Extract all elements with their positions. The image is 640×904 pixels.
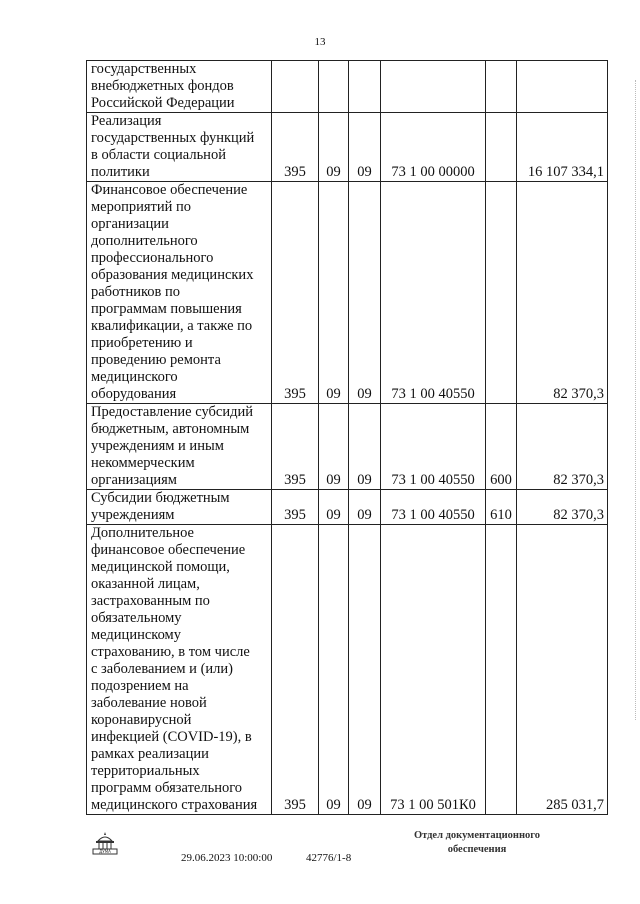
expense-type-cell (486, 182, 517, 404)
item-name-line: мероприятий по (91, 199, 192, 215)
table-row (87, 404, 608, 490)
table-row (87, 490, 608, 525)
amount-cell: 285 031,7 (517, 525, 608, 815)
department-stamp (382, 829, 572, 857)
subsection-cell: 09 (349, 404, 381, 490)
item-name-line: с заболеванием и (или) (91, 661, 233, 677)
ministry-code-cell: 395 (272, 113, 319, 182)
target-article-cell (381, 61, 486, 113)
ministry-code-cell (272, 61, 319, 113)
table-row (87, 182, 608, 404)
section-cell: 09 (319, 490, 349, 525)
scan-edge-mark (631, 80, 636, 720)
item-name-line: рамках реализации (91, 746, 209, 762)
item-name-line: квалификации, а также по (91, 318, 253, 334)
item-name-line: внебюджетных фондов (91, 78, 234, 94)
table-row (87, 61, 608, 113)
section-cell: 09 (319, 182, 349, 404)
item-name-line: учреждениям (91, 507, 175, 523)
target-article-cell: 73 1 00 40550 (381, 182, 486, 404)
item-name-line: некоммерческим (91, 455, 195, 471)
item-name-line: Предоставление субсидий (91, 404, 254, 420)
subsection-cell: 09 (349, 490, 381, 525)
amount-cell: 82 370,3 (517, 404, 608, 490)
table-row (87, 113, 608, 182)
item-name-line: застрахованным по (91, 593, 210, 609)
section-cell (319, 61, 349, 113)
item-name-line: государственных функций (91, 130, 255, 146)
subsection-cell: 09 (349, 113, 381, 182)
amount-cell: 82 370,3 (517, 182, 608, 404)
item-name-line: Финансовое обеспечение (91, 182, 248, 198)
page-number: 13 (314, 36, 326, 48)
item-name-line: Субсидии бюджетным (91, 490, 230, 506)
expense-type-cell (486, 525, 517, 815)
item-name-line: проведению ремонта (91, 352, 221, 368)
item-name-line: организациям (91, 472, 177, 488)
amount-cell: 16 107 334,1 (517, 113, 608, 182)
item-name-line: программам повышения (91, 301, 242, 317)
ministry-code-cell: 395 (272, 490, 319, 525)
section-cell: 09 (319, 404, 349, 490)
item-name-line: государственных (91, 61, 197, 77)
item-name-line: страхованию, в том числе (91, 644, 250, 660)
table-body (87, 61, 608, 815)
section-cell: 09 (319, 525, 349, 815)
amount-cell (517, 61, 608, 113)
subsection-cell: 09 (349, 525, 381, 815)
section-cell: 09 (319, 113, 349, 182)
item-name-cell (87, 525, 272, 815)
ministry-code-cell: 395 (272, 525, 319, 815)
item-name-cell (87, 182, 272, 404)
expense-type-cell: 610 (486, 490, 517, 525)
item-name-line: программ обязательного (91, 780, 243, 796)
item-name-line: Дополнительное (91, 525, 194, 541)
item-name-line: Реализация (91, 113, 162, 129)
item-name-cell (87, 404, 272, 490)
footer-datetime: 29.06.2023 10:00:00 (181, 852, 273, 864)
item-name-line: финансовое обеспечение (91, 542, 246, 558)
expense-type-cell: 600 (486, 404, 517, 490)
item-name-line: коронавирусной (91, 712, 192, 728)
item-name-line: медицинскому (91, 627, 181, 643)
item-name-line: оказанной лицам, (91, 576, 200, 592)
item-name-line: профессионального (91, 250, 214, 266)
item-name-cell (87, 490, 272, 525)
item-name-cell (87, 113, 272, 182)
item-name-line: в области социальной (91, 147, 226, 163)
expense-type-cell (486, 61, 517, 113)
ministry-code-cell: 395 (272, 182, 319, 404)
item-name-line: подозрением на (91, 678, 189, 694)
item-name-line: организации (91, 216, 169, 232)
target-article-cell: 73 1 00 40550 (381, 490, 486, 525)
footer-doc-number: 42776/1-8 (306, 852, 352, 864)
item-name-cell (87, 61, 272, 113)
department-line2: обеспечения (447, 844, 507, 855)
svg-text:ДУМА: ДУМА (99, 849, 111, 854)
budget-table (86, 60, 608, 815)
expense-type-cell (486, 113, 517, 182)
item-name-line: Российской Федерации (91, 95, 235, 111)
target-article-cell: 73 1 00 40550 (381, 404, 486, 490)
item-name-line: медицинского страхования (91, 797, 258, 813)
duma-logo-icon (90, 830, 120, 856)
table-row (87, 525, 608, 815)
item-name-line: оборудования (91, 386, 177, 402)
item-name-line: обязательному (91, 610, 182, 626)
item-name-line: учреждениям и иным (91, 438, 224, 454)
amount-cell: 82 370,3 (517, 490, 608, 525)
department-line1: Отдел документационного (413, 830, 541, 841)
item-name-line: образования медицинских (91, 267, 254, 283)
subsection-cell (349, 61, 381, 113)
target-article-cell: 73 1 00 501К0 (381, 525, 486, 815)
item-name-line: заболевание новой (91, 695, 207, 711)
target-article-cell: 73 1 00 00000 (381, 113, 486, 182)
item-name-line: инфекцией (COVID-19), в (91, 729, 252, 745)
ministry-code-cell: 395 (272, 404, 319, 490)
subsection-cell: 09 (349, 182, 381, 404)
item-name-line: дополнительного (91, 233, 198, 249)
item-name-line: работников по (91, 284, 181, 300)
item-name-line: политики (91, 164, 150, 180)
item-name-line: приобретению и (91, 335, 193, 351)
item-name-line: медицинской помощи, (91, 559, 230, 575)
item-name-line: территориальных (91, 763, 200, 779)
item-name-line: медицинского (91, 369, 178, 385)
item-name-line: бюджетным, автономным (91, 421, 250, 437)
